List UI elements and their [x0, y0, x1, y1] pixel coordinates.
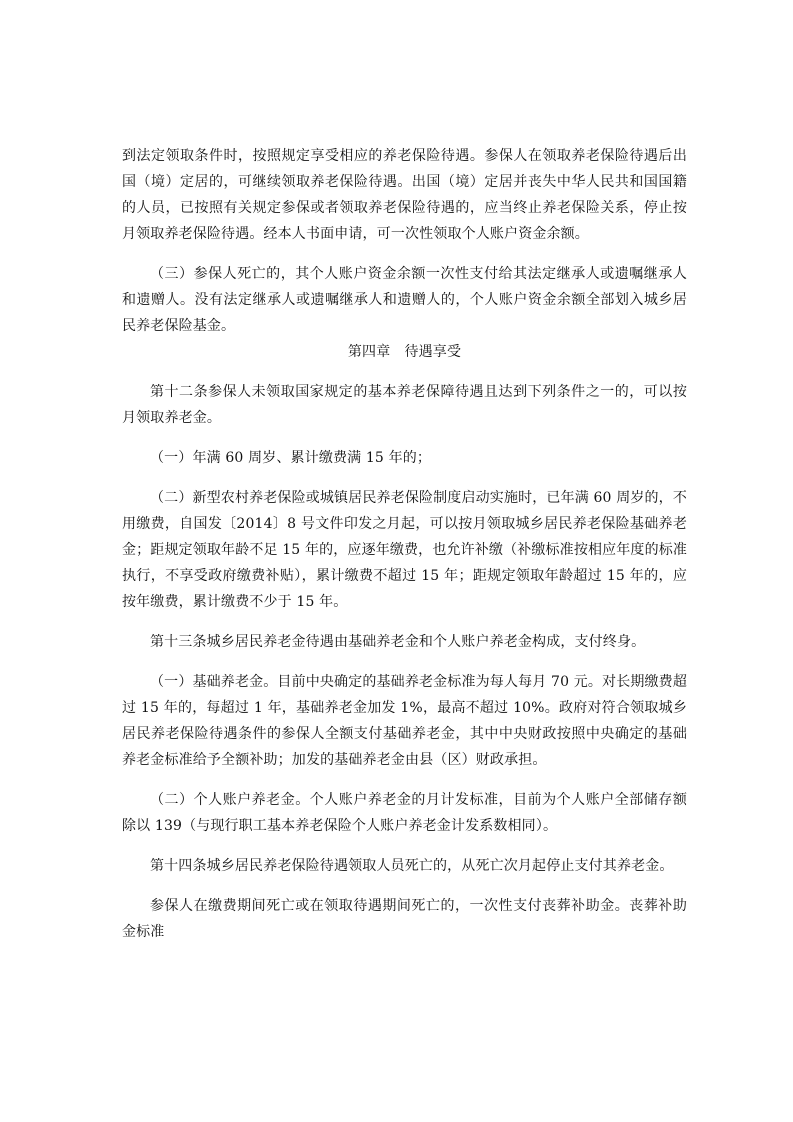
- article-13-item-2: （二）个人账户养老金。个人账户养老金的月计发标准，目前为个人账户全部储存额除以 139（与现行职工基本养老保险个人账户养老金计发系数相同）。: [122, 792, 687, 834]
- article-14-paragraph-2: 参保人在缴费期间死亡或在领取待遇期间死亡的，一次性支付丧葬补助金。丧葬补助金标准: [122, 898, 687, 940]
- article-13-item-1: （一）基础养老金。目前中央确定的基础养老金标准为每人每月 70 元。对长期缴费超过 15 年的，每超过 1 年，基础养老金加发 1%，最高不超过 10%。政府对符合领取城乡居民养老保险待遇条件的参保人全额支付基础养老金，其中中央财政按照中央确定的基础养老金标准给予全额补助；加发的基础养老金由县（区）财政承担。: [122, 674, 687, 768]
- article-12-item-2: （二）新型农村养老保险或城镇居民养老保险制度启动实施时，已年满 60 周岁的，不用缴费，自国发〔2014〕8 号文件印发之月起，可以按月领取城乡居民养老保险基础养老金；距规定领取年龄不足 15 年的，应逐年缴费，也允许补缴（补缴标准按相应年度的标准执行，不享受政府缴费补贴），累计缴费不超过 15 年；距规定领取年龄超过 15 年的，应按年缴费，累计缴费不少于 15 年。: [122, 490, 688, 610]
- paragraph-continuation: 到法定领取条件时，按照规定享受相应的养老保险待遇。参保人在领取养老保险待遇后出国（境）定居的，可继续领取养老保险待遇。出国（境）定居并丧失中华人民共和国国籍的人员，已按照有关规定参保或者领取养老保险待遇的，应当终止养老保险关系，停止按月领取养老保险待遇。经本人书面申请，可一次性领取个人账户资金余额。: [122, 148, 687, 242]
- article-12-item-1: （一）年满 60 周岁、累计缴费满 15 年的；: [150, 450, 432, 466]
- article-12: 第十二条参保人未领取国家规定的基本养老保障待遇且达到下列条件之一的，可以按月领取养老金。: [122, 384, 687, 426]
- chapter-heading: 第四章 待遇享受: [347, 344, 462, 360]
- article-14: 第十四条城乡居民养老保险待遇领取人员死亡的，从死亡次月起停止支付其养老金。: [150, 858, 674, 874]
- document-body: [122, 143, 687, 945]
- article-13: 第十三条城乡居民养老金待遇由基础养老金和个人账户养老金构成，支付终身。: [150, 634, 646, 650]
- paragraph-item-3: （三）参保人死亡的，其个人账户资金余额一次性支付给其法定继承人或遗嘱继承人和遗赠人。没有法定继承人或遗嘱继承人和遗赠人的，个人账户资金余额全部划入城乡居民养老保险基金。: [122, 266, 687, 334]
